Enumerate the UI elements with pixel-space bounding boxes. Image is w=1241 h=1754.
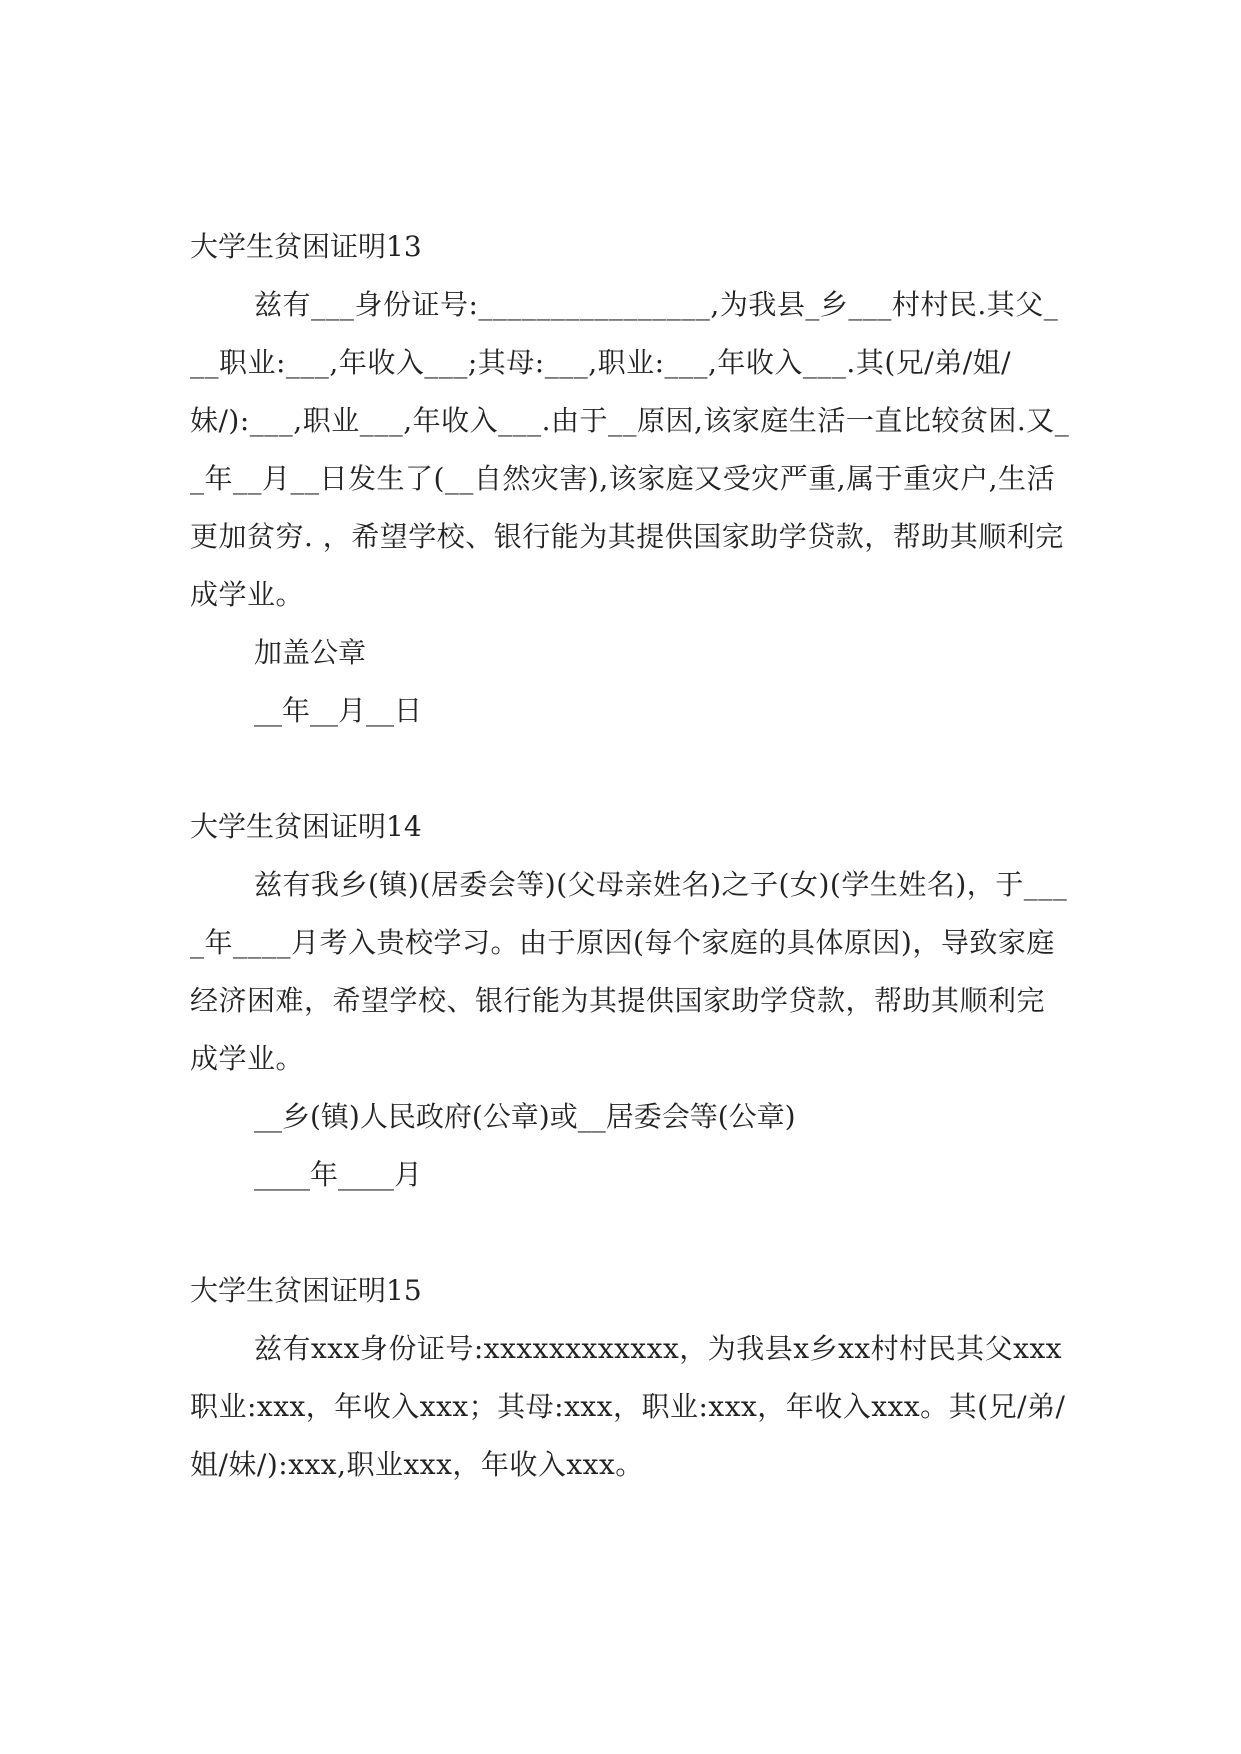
document-content	[190, 218, 1070, 1494]
date-line: __年__月__日	[254, 694, 423, 727]
seal-line: 加盖公章	[254, 636, 367, 669]
section-title: 大学生贫困证明14	[190, 810, 422, 843]
section-body: 兹有xxx身份证号:xxxxxxxxxxxx，为我县x乡xx村村民其父xxx职业:xxx，年收入xxx；其母:xxx，职业:xxx，年收入xxx。其(兄/弟/姐/妹/):xxx,职业xxx，年收入xxx。	[190, 1332, 1066, 1481]
certificate-section-15	[190, 1262, 1070, 1494]
certificate-section-14	[190, 798, 1070, 1204]
date-line: ____年____月	[254, 1158, 423, 1191]
section-body: 兹有___身份证号:________________,为我县_乡___村村民.其父___职业:___,年收入___;其母:___,职业:___,年收入___.其(兄/弟/姐/妹/):___,职业___,年收入___.由于__原因,该家庭生活一直比较贫困.又__年__月__日发生了(__自然灾害),该家庭又受灾严重,属于重灾户,生活更加贫穷. ，希望学校、银行能为其提供国家助学贷款，帮助其顺利完成学业。	[190, 288, 1070, 611]
section-body: 兹有我乡(镇)(居委会等)(父母亲姓名)之子(女)(学生姓名)，于____年____月考入贵校学习。由于原因(每个家庭的具体原因)，导致家庭经济困难，希望学校、银行能为其提供国家助学贷款，帮助其顺利完成学业。	[190, 868, 1068, 1075]
seal-line: __乡(镇)人民政府(公章)或__居委会等(公章)	[254, 1100, 796, 1133]
certificate-section-13	[190, 218, 1070, 740]
section-title: 大学生贫困证明13	[190, 230, 422, 263]
section-title: 大学生贫困证明15	[190, 1274, 422, 1307]
section-gap	[190, 1204, 1070, 1262]
section-gap	[190, 740, 1070, 798]
